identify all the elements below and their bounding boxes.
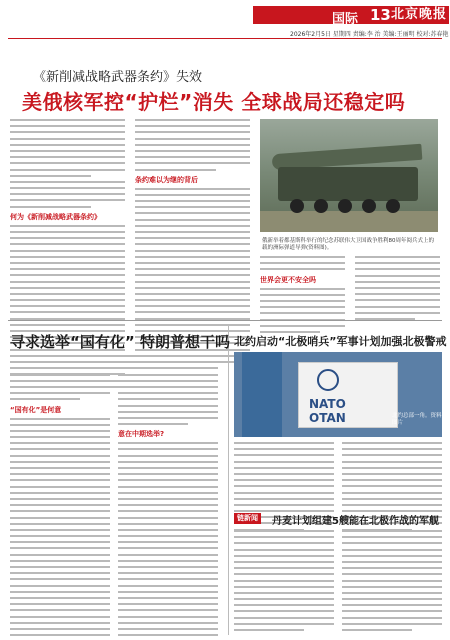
story-left-column-2 — [118, 355, 218, 640]
lead-subhead-1: 何为《新削减战略武器条约》 — [10, 212, 101, 221]
nato-star-icon — [317, 369, 339, 391]
lead-subhead-2: 条约难以为继的背后 — [135, 175, 198, 184]
section-label: 国际 — [332, 12, 359, 27]
nato-photo-caption: 北约总部一角。资料图片 — [392, 413, 442, 426]
story-right-column-3 — [234, 530, 334, 635]
nato-sign-text: NATO — [309, 397, 346, 411]
missile-photo — [260, 119, 438, 232]
flag-shape — [242, 352, 282, 437]
story-left-subhead-1: “国有化”是何意 — [10, 405, 62, 414]
story-left-column-1 — [10, 355, 110, 640]
story-left-subhead-2: 意在中期选举? — [118, 430, 165, 439]
launcher-truck-shape — [278, 167, 418, 201]
story-right-headline-2: 丹麦计划组建5艘能在北极作战的军舰 — [272, 516, 439, 527]
missile-photo-caption: 俄新举着都基斯科举行的纪念苏联伟大卫国战争胜利80周年阅兵式上的载的洲际弹道导弹(资料图)。 — [262, 238, 435, 251]
column-divider — [228, 325, 229, 635]
newspaper-logo: 北京晚报 — [390, 7, 447, 22]
nato-sign — [298, 362, 398, 428]
masthead-info: 2026年2月5日 星期四 责编:李 治 美编:王丽明 校对:苏春艳 — [290, 31, 449, 38]
masthead-rule — [8, 38, 442, 39]
masthead — [0, 0, 450, 28]
otan-sign-text: OTAN — [309, 411, 346, 425]
lead-subtitle: 《新削减战略武器条约》失效 — [33, 70, 203, 85]
lead-subhead-3: 世界会更不安全吗 — [260, 275, 316, 284]
story-right-column-4 — [342, 530, 442, 635]
section-divider — [8, 320, 442, 321]
story-left-headline: 寻求选举“国有化” 特朗普想干吗 — [10, 333, 230, 351]
lead-column-4 — [355, 256, 440, 324]
ground-shape — [260, 211, 438, 232]
lead-column-3 — [260, 256, 345, 337]
page-number: 13 — [370, 6, 391, 24]
news-tag: 链新闻 — [234, 513, 261, 524]
lead-headline: 美俄核军控“护栏”消失 全球战局还稳定吗 — [22, 90, 406, 114]
story-right-headline: 北约启动“北极哨兵”军事计划加强北极警戒 — [234, 335, 447, 348]
